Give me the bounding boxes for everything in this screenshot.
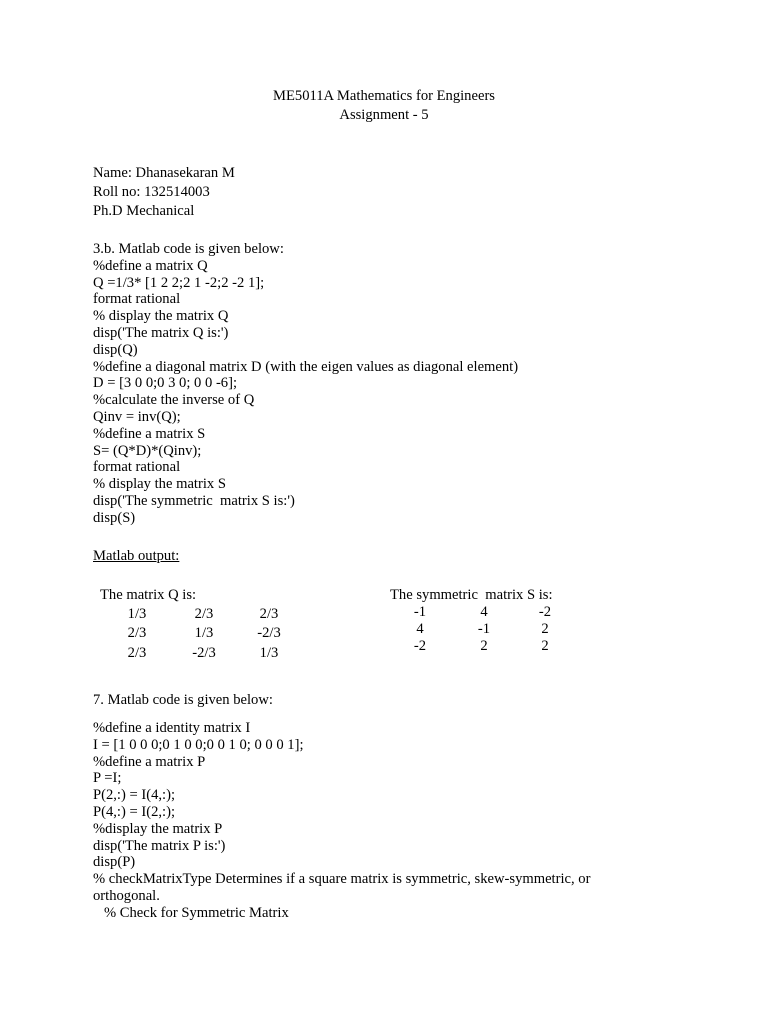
- section-7-code: [93, 720, 693, 922]
- student-program: Ph.D Mechanical: [93, 203, 195, 219]
- matrix-cell: -1: [413, 604, 427, 620]
- code-line: format rational: [93, 459, 181, 476]
- matrix-cell: -2: [413, 638, 427, 654]
- student-roll: Roll no: 132514003: [93, 184, 210, 200]
- matrix-cell: -1: [477, 621, 491, 637]
- matrix-cell: 1/3: [194, 625, 214, 641]
- matrix-cell: 2/3: [259, 606, 279, 622]
- code-line: %display the matrix P: [93, 820, 223, 837]
- matrix-cell: 2/3: [127, 625, 147, 641]
- matrix-cell: 2: [541, 638, 549, 654]
- section-7-heading: 7. Matlab code is given below:: [93, 692, 273, 708]
- code-line: Q =1/3* [1 2 2;2 1 -2;2 -2 1];: [93, 274, 265, 291]
- assignment-title: Assignment - 5: [339, 107, 429, 123]
- matrix-s-title: The symmetric matrix S is:: [390, 587, 553, 603]
- code-line: disp(P): [93, 854, 136, 871]
- matrix-cell: 1/3: [127, 606, 147, 622]
- code-line: orthogonal.: [93, 887, 160, 904]
- matrix-cell: 1/3: [259, 645, 279, 661]
- matrix-cell: 2: [480, 638, 488, 654]
- code-line: %calculate the inverse of Q: [93, 392, 255, 409]
- section-3b: [93, 241, 693, 527]
- code-line: format rational: [93, 291, 181, 308]
- code-line: P =I;: [93, 770, 122, 787]
- code-line: disp('The matrix Q is:'): [93, 324, 229, 341]
- code-line: %define a identity matrix I: [93, 720, 251, 736]
- matrix-cell: -2/3: [192, 645, 216, 661]
- code-line: S= (Q*D)*(Qinv);: [93, 442, 202, 459]
- matrix-cell: 4: [416, 621, 424, 637]
- code-line: % Check for Symmetric Matrix: [93, 904, 289, 921]
- matrix-cell: 2/3: [194, 606, 214, 622]
- section-7: [93, 720, 693, 922]
- code-line: %define a matrix P: [93, 753, 206, 770]
- code-line: disp('The symmetric matrix S is:'): [93, 492, 295, 509]
- course-title: ME5011A Mathematics for Engineers: [273, 88, 495, 104]
- student-name: Name: Dhanasekaran M: [93, 165, 235, 181]
- code-line: disp(S): [93, 509, 136, 526]
- matrix-cell: 2: [541, 621, 549, 637]
- code-line: disp(Q): [93, 341, 138, 358]
- section-3b-code: [93, 258, 693, 527]
- matrix-q-title: The matrix Q is:: [100, 587, 197, 603]
- code-line: disp('The matrix P is:'): [93, 837, 226, 854]
- code-line: P(4,:) = I(2,:);: [93, 803, 175, 820]
- code-line: Qinv = inv(Q);: [93, 408, 181, 425]
- code-line: % display the matrix Q: [93, 308, 229, 325]
- code-line: % display the matrix S: [93, 476, 226, 493]
- code-line: %define a diagonal matrix D (with the eigen values as diagonal element): [93, 358, 519, 375]
- matlab-output-label: Matlab output:: [93, 548, 180, 564]
- matrix-cell: 2/3: [127, 645, 147, 661]
- matrix-cell: 4: [480, 604, 488, 620]
- matrix-cell: -2: [538, 604, 552, 620]
- code-line: % checkMatrixType Determines if a square matrix is symmetric, skew-symmetric, or: [93, 871, 591, 888]
- code-line: D = [3 0 0;0 3 0; 0 0 -6];: [93, 375, 238, 392]
- section-3b-heading: 3.b. Matlab code is given below:: [93, 241, 284, 257]
- code-line: %define a matrix S: [93, 425, 206, 442]
- code-line: %define a matrix Q: [93, 257, 208, 274]
- code-line: I = [1 0 0 0;0 1 0 0;0 0 1 0; 0 0 0 1];: [93, 736, 304, 753]
- code-line: P(2,:) = I(4,:);: [93, 787, 175, 804]
- student-info: [93, 164, 693, 221]
- matrix-cell: -2/3: [257, 625, 281, 641]
